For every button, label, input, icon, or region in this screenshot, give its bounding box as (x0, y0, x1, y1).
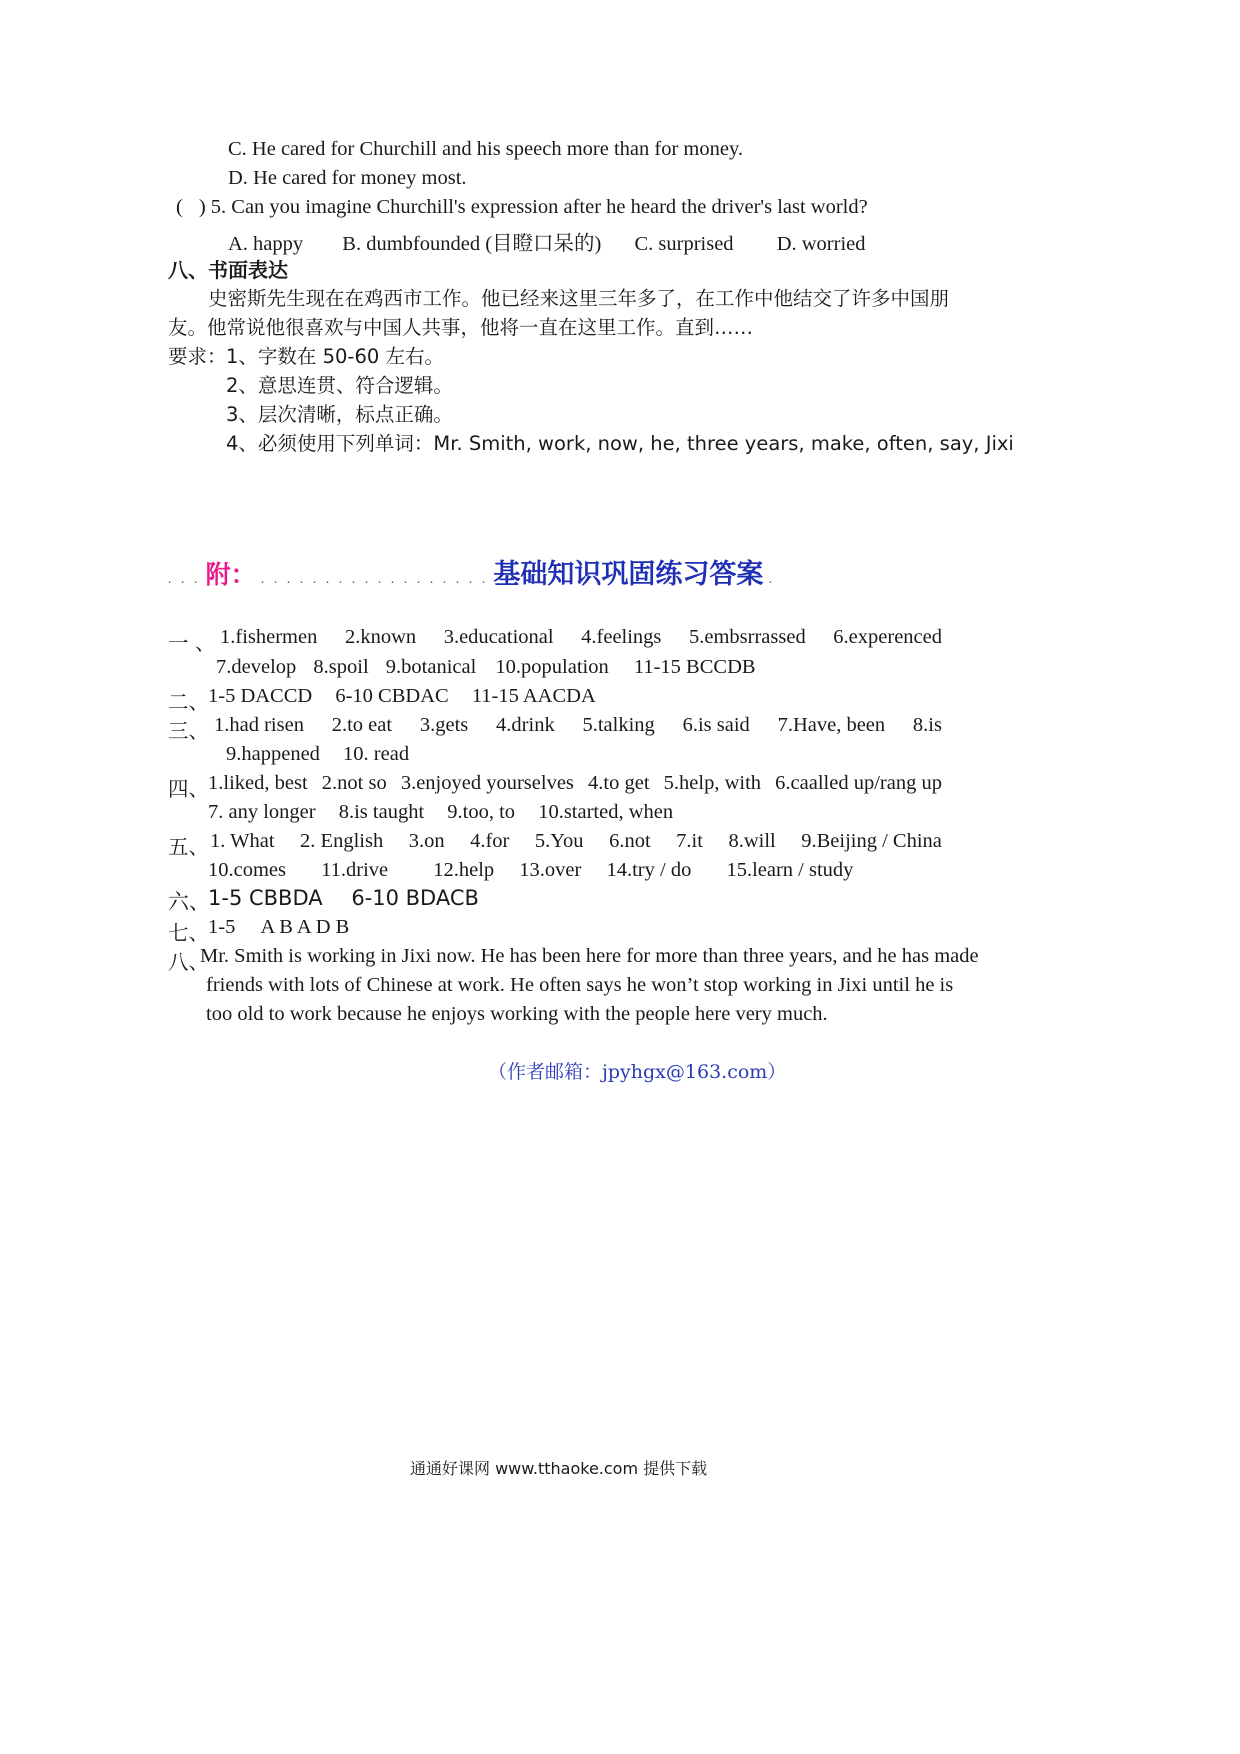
answer-item: 6.is said (682, 714, 750, 736)
answer-item: 2. English (300, 830, 384, 852)
writing-heading: 八、书面表达 (168, 258, 288, 282)
answer-item: 4.drink (496, 714, 555, 736)
section-6-line (208, 886, 479, 910)
answer-paren-close: ) (198, 196, 206, 218)
answer-item: 10.population (495, 656, 609, 678)
answer-item: 7.it (676, 830, 703, 852)
answer-item: 13.over (519, 859, 582, 881)
answer-item: 4.to get (588, 772, 650, 794)
answer-item: 8.is (912, 714, 942, 736)
section-5-line2 (208, 859, 853, 882)
answer-item: 4.for (470, 830, 510, 852)
section-8-line2: friends with lots of Chinese at work. He often says he won’t stop working in Jixi until he is (206, 974, 954, 996)
answer-item: 3.gets (419, 714, 469, 736)
answer-item: 2.not so (321, 772, 387, 794)
section-4-line2 (208, 801, 673, 824)
answer-item: 5.help, with (663, 772, 762, 794)
section-8-line3: too old to work because he enjoys working with the people here very much. (206, 1003, 828, 1025)
answer-item: 7.develop (216, 656, 297, 678)
answer-item: 2.to eat (331, 714, 393, 736)
section-5-label: 五、 (168, 835, 209, 859)
answer-item: 14.try / do (606, 859, 692, 881)
answer-item: 6.experenced (833, 626, 942, 648)
section-8-label: 八、 (168, 950, 209, 974)
answer-item: 1.liked, best (208, 772, 308, 794)
appendix-heading (168, 552, 775, 591)
answer-item: 3.on (408, 830, 445, 852)
answer-item: 10.started, when (538, 801, 674, 823)
answer-paren-open[interactable]: ( (176, 196, 183, 218)
answer-item: 8.will (728, 830, 776, 852)
answer-item: 1-5 (208, 916, 236, 938)
answer-item: 12.help (433, 859, 495, 881)
section-8-line1: Mr. Smith is working in Jixi now. He has been here for more than three years, and he has made (200, 945, 979, 967)
answer-item: 8.spoil (313, 656, 369, 678)
option-c: C. surprised (634, 233, 734, 255)
answer-item: 6.not (609, 830, 651, 852)
answer-item: 11.drive (321, 859, 389, 881)
answer-item: 1-5 CBBDA (208, 886, 323, 910)
section-4-line1 (208, 772, 942, 795)
requirements-label: 要求： (168, 345, 227, 368)
answer-item: 9.Beijing / China (801, 830, 942, 852)
option-c-q4: C. He cared for Churchill and his speech more than for money. (228, 138, 743, 160)
question-5-stem: 5. Can you imagine Churchill's expression after he heard the driver's last world? (210, 196, 868, 218)
answer-item: 9.botanical (385, 656, 477, 678)
leader-dots: . (768, 572, 776, 587)
answer-item: 1-5 DACCD (208, 685, 313, 707)
answer-item: 15.learn / study (726, 859, 854, 881)
option-b: B. dumbfounded (目瞪口呆的) (342, 233, 602, 255)
option-d: D. worried (776, 233, 866, 255)
answer-item: 11-15 AACDA (471, 685, 596, 707)
leader-dots: . . . . . . . . . . . . . . . . . . (260, 572, 489, 587)
section-1-label: 一 、 (168, 631, 216, 655)
section-4-label: 四、 (168, 777, 209, 801)
answer-item: 3.educational (443, 626, 554, 648)
answer-item: 1. What (210, 830, 275, 852)
section-3-line1 (214, 714, 942, 737)
answer-item: 2.known (344, 626, 417, 648)
writing-prompt-line2: 友。他常说他很喜欢与中国人共事，他将一直在这里工作。直到…… (168, 316, 754, 339)
requirement-1: 1、字数在 50-60 左右。 (226, 345, 444, 368)
answer-item: 9.too, to (447, 801, 516, 823)
section-1-line1 (220, 626, 942, 649)
answer-item: 6.caalled up/rang up (775, 772, 942, 794)
section-2-line (208, 685, 596, 708)
question-5 (176, 196, 868, 219)
answer-item: 10.comes (208, 859, 286, 881)
section-6-label: 六、 (168, 890, 210, 914)
answer-item: 5.You (534, 830, 584, 852)
answer-item: 9.happened (226, 743, 320, 765)
answer-item: 7. any longer (208, 801, 316, 823)
answer-item: 8.is taught (338, 801, 425, 823)
answer-item: 5.embsrrassed (689, 626, 806, 648)
option-a: A. happy (228, 233, 304, 255)
answer-item: 4.feelings (581, 626, 662, 648)
answer-item: 6-10 BDACB (351, 886, 479, 910)
answer-item: 1.fishermen (220, 626, 318, 648)
answer-item: 6-10 CBDAC (335, 685, 449, 707)
section-3-label: 三、 (168, 719, 209, 743)
answer-item: 7.Have, been (777, 714, 886, 736)
author-email: （作者邮箱：jpyhgx@163.com） (488, 1061, 787, 1083)
section-3-line2 (226, 743, 409, 766)
section-1-line2 (216, 656, 756, 679)
section-7-line (208, 916, 349, 939)
requirement-3: 3、层次清晰，标点正确。 (226, 403, 453, 426)
answer-item: 1.had risen (214, 714, 304, 736)
writing-prompt-line1: 史密斯先生现在在鸡西市工作。他已经来这里三年多了，在工作中他结交了许多中国朋 (208, 287, 950, 310)
appendix-label: 附： (205, 560, 256, 589)
leader-dots: . . . (168, 572, 201, 587)
question-5-options (228, 226, 866, 256)
appendix-title: 基础知识巩固练习答案 (493, 559, 764, 590)
option-d-q4: D. He cared for money most. (228, 167, 467, 189)
section-5-line1 (210, 830, 942, 853)
requirement-4: 4、必须使用下列单词：Mr. Smith, work, now, he, three years, make, often, say, Jixi (226, 432, 1014, 455)
answer-item: 11-15 BCCDB (633, 656, 756, 678)
answer-item: 10. read (343, 743, 410, 765)
answer-item: 5.talking (582, 714, 655, 736)
answer-item: 3.enjoyed yourselves (400, 772, 574, 794)
footer-credit: 通通好课网 www.tthaoke.com 提供下载 (410, 1459, 708, 1478)
requirement-2: 2、意思连贯、符合逻辑。 (226, 374, 453, 397)
section-7-label: 七、 (168, 921, 209, 945)
section-2-label: 二、 (168, 690, 209, 714)
answer-item: A B A D B (260, 916, 350, 938)
